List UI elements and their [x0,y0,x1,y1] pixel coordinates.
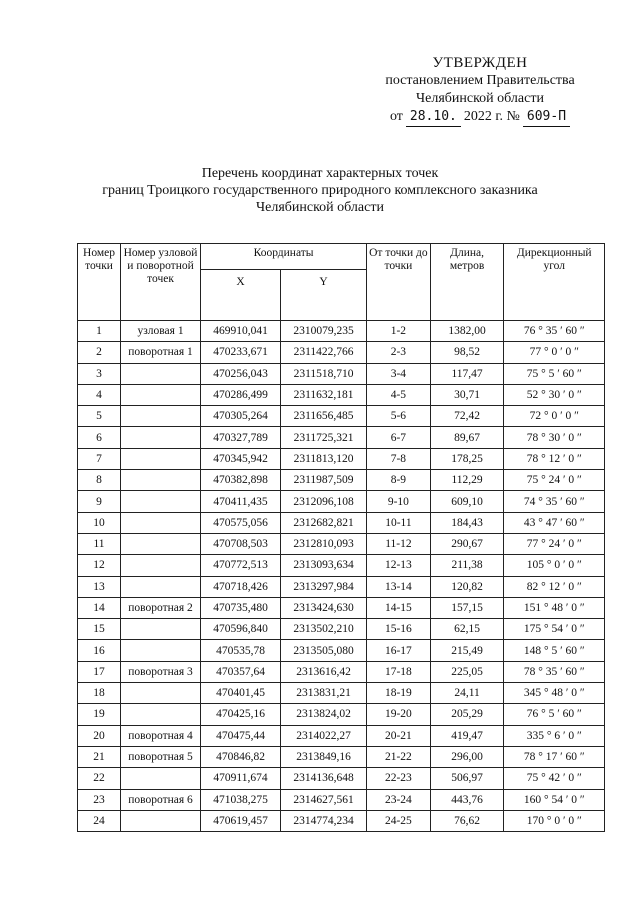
cell-x: 470401,45 [201,683,281,704]
cell-angle: 335 ° 6 ′ 0 ″ [504,725,605,746]
cell-x: 470256,043 [201,363,281,384]
cell-y: 2313824,02 [280,704,366,725]
cell-segment: 4-5 [367,384,431,405]
table-row [78,725,605,746]
cell-type: поворотная 2 [121,597,201,618]
table-row [78,704,605,725]
cell-segment: 12-13 [367,555,431,576]
cell-length: 98,52 [430,342,504,363]
cell-number: 9 [78,491,121,512]
cell-angle: 77 ° 0 ′ 0 ″ [504,342,605,363]
cell-number: 10 [78,512,121,533]
cell-segment: 2-3 [367,342,431,363]
table-row [78,342,605,363]
cell-y: 2311725,321 [280,427,366,448]
cell-type [121,576,201,597]
approval-line-1: постановлением Правительства [385,73,575,88]
table-row [78,555,605,576]
cell-x: 470475,44 [201,725,281,746]
cell-type [121,406,201,427]
cell-x: 470357,64 [201,661,281,682]
cell-segment: 9-10 [367,491,431,512]
cell-segment: 24-25 [367,810,431,831]
cell-y: 2312096,108 [280,491,366,512]
cell-angle: 82 ° 12 ′ 0 ″ [504,576,605,597]
cell-segment: 13-14 [367,576,431,597]
cell-y: 2313616,42 [280,661,366,682]
cell-type: поворотная 3 [121,661,201,682]
cell-angle: 75 ° 42 ′ 0 ″ [504,768,605,789]
cell-y: 2314136,648 [280,768,366,789]
cell-x: 470327,789 [201,427,281,448]
cell-number: 12 [78,555,121,576]
approval-heading: УТВЕРЖДЕН [432,55,528,71]
cell-angle: 77 ° 24 ′ 0 ″ [504,533,605,554]
cell-number: 13 [78,576,121,597]
table-row [78,597,605,618]
cell-angle: 175 ° 54 ′ 0 ″ [504,619,605,640]
header-y: Y [280,270,366,321]
cell-length: 290,67 [430,533,504,554]
table-row [78,448,605,469]
cell-length: 89,67 [430,427,504,448]
cell-angle: 75 ° 24 ′ 0 ″ [504,470,605,491]
cell-segment: 8-9 [367,470,431,491]
cell-type [121,448,201,469]
cell-x: 469910,041 [201,321,281,342]
header-from-to: От точки до точки [367,244,431,321]
cell-segment: 14-15 [367,597,431,618]
cell-length: 419,47 [430,725,504,746]
cell-number: 22 [78,768,121,789]
header-point-number: Номер точки [78,244,121,321]
cell-type [121,640,201,661]
cell-y: 2311987,509 [280,470,366,491]
cell-segment: 15-16 [367,619,431,640]
cell-type [121,533,201,554]
cell-number: 1 [78,321,121,342]
cell-type [121,363,201,384]
table-row [78,768,605,789]
cell-segment: 22-23 [367,768,431,789]
cell-x: 470233,671 [201,342,281,363]
cell-type [121,555,201,576]
header-length: Длина, метров [430,244,504,321]
cell-type [121,704,201,725]
cell-angle: 72 ° 0 ′ 0 ″ [504,406,605,427]
cell-type [121,470,201,491]
document-title [60,165,580,216]
cell-length: 443,76 [430,789,504,810]
cell-y: 2311813,120 [280,448,366,469]
table-row [78,576,605,597]
cell-length: 76,62 [430,810,504,831]
cell-length: 184,43 [430,512,504,533]
cell-y: 2313505,080 [280,640,366,661]
cell-x: 470286,499 [201,384,281,405]
cell-length: 120,82 [430,576,504,597]
cell-number: 7 [78,448,121,469]
cell-segment: 5-6 [367,406,431,427]
table-row [78,661,605,682]
cell-y: 2311632,181 [280,384,366,405]
cell-angle: 151 ° 48 ′ 0 ″ [504,597,605,618]
table-row [78,491,605,512]
coordinates-table [77,243,605,832]
cell-number: 20 [78,725,121,746]
cell-angle: 78 ° 35 ′ 60 ″ [504,661,605,682]
cell-number: 19 [78,704,121,725]
table-row [78,746,605,767]
cell-length: 30,71 [430,384,504,405]
cell-x: 470411,435 [201,491,281,512]
cell-length: 62,15 [430,619,504,640]
table-row [78,470,605,491]
cell-length: 211,38 [430,555,504,576]
cell-x: 470575,056 [201,512,281,533]
header-x: X [201,270,281,321]
table-row [78,789,605,810]
date-prefix: от [389,109,403,124]
cell-length: 117,47 [430,363,504,384]
cell-type: узловая 1 [121,321,201,342]
table-row [78,810,605,831]
cell-angle: 170 ° 0 ′ 0 ″ [504,810,605,831]
cell-segment: 6-7 [367,427,431,448]
cell-angle: 160 ° 54 ′ 0 ″ [504,789,605,810]
cell-y: 2313831,21 [280,683,366,704]
cell-length: 506,97 [430,768,504,789]
cell-y: 2312682,821 [280,512,366,533]
title-line-2: границ Троицкого государственного природного комплексного заказника [102,183,538,198]
cell-segment: 17-18 [367,661,431,682]
cell-y: 2314774,234 [280,810,366,831]
cell-angle: 78 ° 17 ′ 60 ″ [504,746,605,767]
cell-segment: 16-17 [367,640,431,661]
header-direction: Дирекционный угол [504,244,605,321]
cell-y: 2313093,634 [280,555,366,576]
cell-type [121,491,201,512]
cell-y: 2311422,766 [280,342,366,363]
cell-length: 72,42 [430,406,504,427]
table-row [78,640,605,661]
cell-length: 205,29 [430,704,504,725]
cell-length: 157,15 [430,597,504,618]
cell-x: 470718,426 [201,576,281,597]
cell-angle: 78 ° 30 ′ 0 ″ [504,427,605,448]
cell-number: 24 [78,810,121,831]
cell-type [121,384,201,405]
table-row [78,619,605,640]
cell-number: 15 [78,619,121,640]
cell-type [121,768,201,789]
cell-length: 1382,00 [430,321,504,342]
table-row [78,533,605,554]
cell-length: 178,25 [430,448,504,469]
cell-x: 470345,942 [201,448,281,469]
cell-y: 2313297,984 [280,576,366,597]
cell-x: 470382,898 [201,470,281,491]
cell-length: 215,49 [430,640,504,661]
cell-segment: 18-19 [367,683,431,704]
cell-type [121,619,201,640]
cell-angle: 52 ° 30 ′ 0 ″ [504,384,605,405]
cell-number: 21 [78,746,121,767]
cell-length: 225,05 [430,661,504,682]
cell-angle: 43 ° 47 ′ 60 ″ [504,512,605,533]
approval-line-2: Челябинской области [416,91,544,106]
cell-x: 470911,674 [201,768,281,789]
cell-y: 2313849,16 [280,746,366,767]
cell-number: 8 [78,470,121,491]
table-row [78,427,605,448]
approval-dateline [370,108,590,127]
cell-segment: 21-22 [367,746,431,767]
handwritten-number: 609-П [523,108,570,127]
cell-number: 14 [78,597,121,618]
cell-type [121,512,201,533]
cell-segment: 7-8 [367,448,431,469]
cell-angle: 74 ° 35 ′ 60 ″ [504,491,605,512]
cell-length: 112,29 [430,470,504,491]
cell-angle: 78 ° 12 ′ 0 ″ [504,448,605,469]
cell-angle: 105 ° 0 ′ 0 ″ [504,555,605,576]
cell-x: 470708,503 [201,533,281,554]
table-row [78,363,605,384]
year-text: 2022 г. № [463,109,520,124]
cell-y: 2312810,093 [280,533,366,554]
cell-number: 3 [78,363,121,384]
cell-y: 2314022,27 [280,725,366,746]
cell-angle: 76 ° 35 ′ 60 ″ [504,321,605,342]
cell-type: поворотная 5 [121,746,201,767]
cell-x: 470846,82 [201,746,281,767]
header-point-type: Номер узловой и поворотной точек [121,244,201,321]
cell-y: 2311518,710 [280,363,366,384]
cell-number: 4 [78,384,121,405]
handwritten-date: 28.10. [406,108,461,127]
header-coordinates: Координаты [201,244,367,270]
cell-x: 471038,275 [201,789,281,810]
cell-type [121,810,201,831]
cell-y: 2313502,210 [280,619,366,640]
cell-x: 470735,480 [201,597,281,618]
cell-segment: 20-21 [367,725,431,746]
table-body [78,321,605,832]
table-row [78,683,605,704]
table-row [78,512,605,533]
table-row [78,406,605,427]
cell-y: 2313424,630 [280,597,366,618]
cell-number: 5 [78,406,121,427]
cell-number: 2 [78,342,121,363]
cell-angle: 75 ° 5 ′ 60 ″ [504,363,605,384]
cell-type: поворотная 6 [121,789,201,810]
cell-number: 16 [78,640,121,661]
cell-x: 470619,457 [201,810,281,831]
cell-type: поворотная 4 [121,725,201,746]
title-line-1: Перечень координат характерных точек [201,166,439,181]
title-line-3: Челябинской области [256,200,384,215]
cell-number: 6 [78,427,121,448]
table-row [78,384,605,405]
cell-y: 2311656,485 [280,406,366,427]
cell-angle: 76 ° 5 ′ 60 ″ [504,704,605,725]
cell-segment: 3-4 [367,363,431,384]
table-row [78,321,605,342]
cell-type: поворотная 1 [121,342,201,363]
cell-length: 609,10 [430,491,504,512]
cell-number: 17 [78,661,121,682]
cell-number: 11 [78,533,121,554]
cell-x: 470535,78 [201,640,281,661]
cell-x: 470305,264 [201,406,281,427]
cell-number: 18 [78,683,121,704]
cell-y: 2310079,235 [280,321,366,342]
cell-length: 296,00 [430,746,504,767]
cell-x: 470425,16 [201,704,281,725]
cell-segment: 11-12 [367,533,431,554]
cell-type [121,683,201,704]
approval-block [370,54,590,127]
cell-x: 470772,513 [201,555,281,576]
cell-segment: 19-20 [367,704,431,725]
cell-angle: 148 ° 5 ′ 60 ″ [504,640,605,661]
cell-segment: 1-2 [367,321,431,342]
cell-length: 24,11 [430,683,504,704]
cell-y: 2314627,561 [280,789,366,810]
cell-number: 23 [78,789,121,810]
cell-x: 470596,840 [201,619,281,640]
cell-segment: 10-11 [367,512,431,533]
cell-segment: 23-24 [367,789,431,810]
cell-angle: 345 ° 48 ′ 0 ″ [504,683,605,704]
cell-type [121,427,201,448]
